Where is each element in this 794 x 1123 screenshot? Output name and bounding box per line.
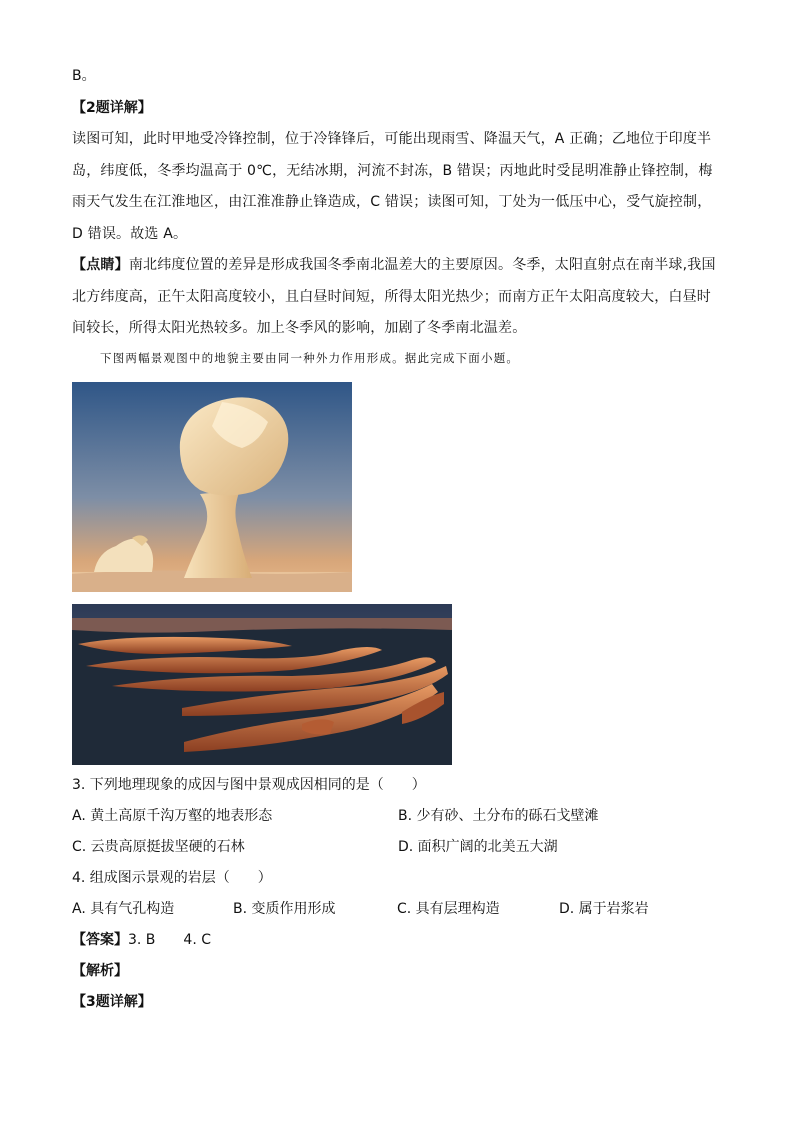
q4-option-a: A. 具有气孔构造 <box>72 901 175 917</box>
dianjing-label: 【点睛】 <box>72 257 129 273</box>
answer-tail: B。 <box>72 68 96 84</box>
q3-option-c: C. 云贵高原挺拔坚硬的石林 <box>72 839 245 855</box>
q4-option-b: B. 变质作用形成 <box>233 901 336 917</box>
q2-heading: 【2题详解】 <box>72 100 152 116</box>
dianjing-body: 南北纬度位置的差异是形成我国冬季南北温差大的主要原因。冬季，太阳直射点在南半球,我国北方纬度高，正午太阳高度较小，且白昼时间短，所得太阳光热少；而南方正午太阳高度较大，白昼时间较长，所得太阳光热较多。加上冬季风的影响，加剧了冬季南北温差。 <box>72 257 716 336</box>
q2-explanation: 读图可知，此时甲地受冷锋控制，位于冷锋锋后，可能出现雨雪、降温天气，A 正确；乙地位于印度半岛，纬度低，冬季均温高于 0℃，无结冰期，河流不封冻，B 错误；丙地此时受昆明准静止锋控制，梅雨天气发生在江淮地区，由江淮准静止锋造成，C 错误；读图可知，丁处为一低压中心，受气旋控制，D 错误。故选 A。 <box>72 131 713 242</box>
yardang-landscape-photo <box>72 604 452 765</box>
answer-label: 【答案】 <box>72 932 128 948</box>
answer-line <box>72 930 211 950</box>
dianjing-paragraph <box>72 250 722 345</box>
figure-intro: 下图两幅景观图中的地貌主要由同一种外力作用形成。据此完成下面小题。 <box>100 351 520 365</box>
q4-option-d: D. 属于岩浆岩 <box>559 901 649 917</box>
q3-heading: 【3题详解】 <box>72 994 152 1010</box>
q3-option-b: B. 少有砂、土分布的砾石戈壁滩 <box>398 808 599 824</box>
q4-option-c: C. 具有层理构造 <box>397 901 500 917</box>
q3-stem: 3. 下列地理现象的成因与图中景观成因相同的是（ ） <box>72 777 426 793</box>
answer-value: 3. B 4. C <box>128 932 211 948</box>
q3-option-a: A. 黄土高原千沟万壑的地表形态 <box>72 808 273 824</box>
q3-option-d: D. 面积广阔的北美五大湖 <box>398 839 558 855</box>
mushroom-rock-photo <box>72 382 352 592</box>
analysis-label: 【解析】 <box>72 963 128 979</box>
q4-stem: 4. 组成图示景观的岩层（ ） <box>72 870 272 886</box>
